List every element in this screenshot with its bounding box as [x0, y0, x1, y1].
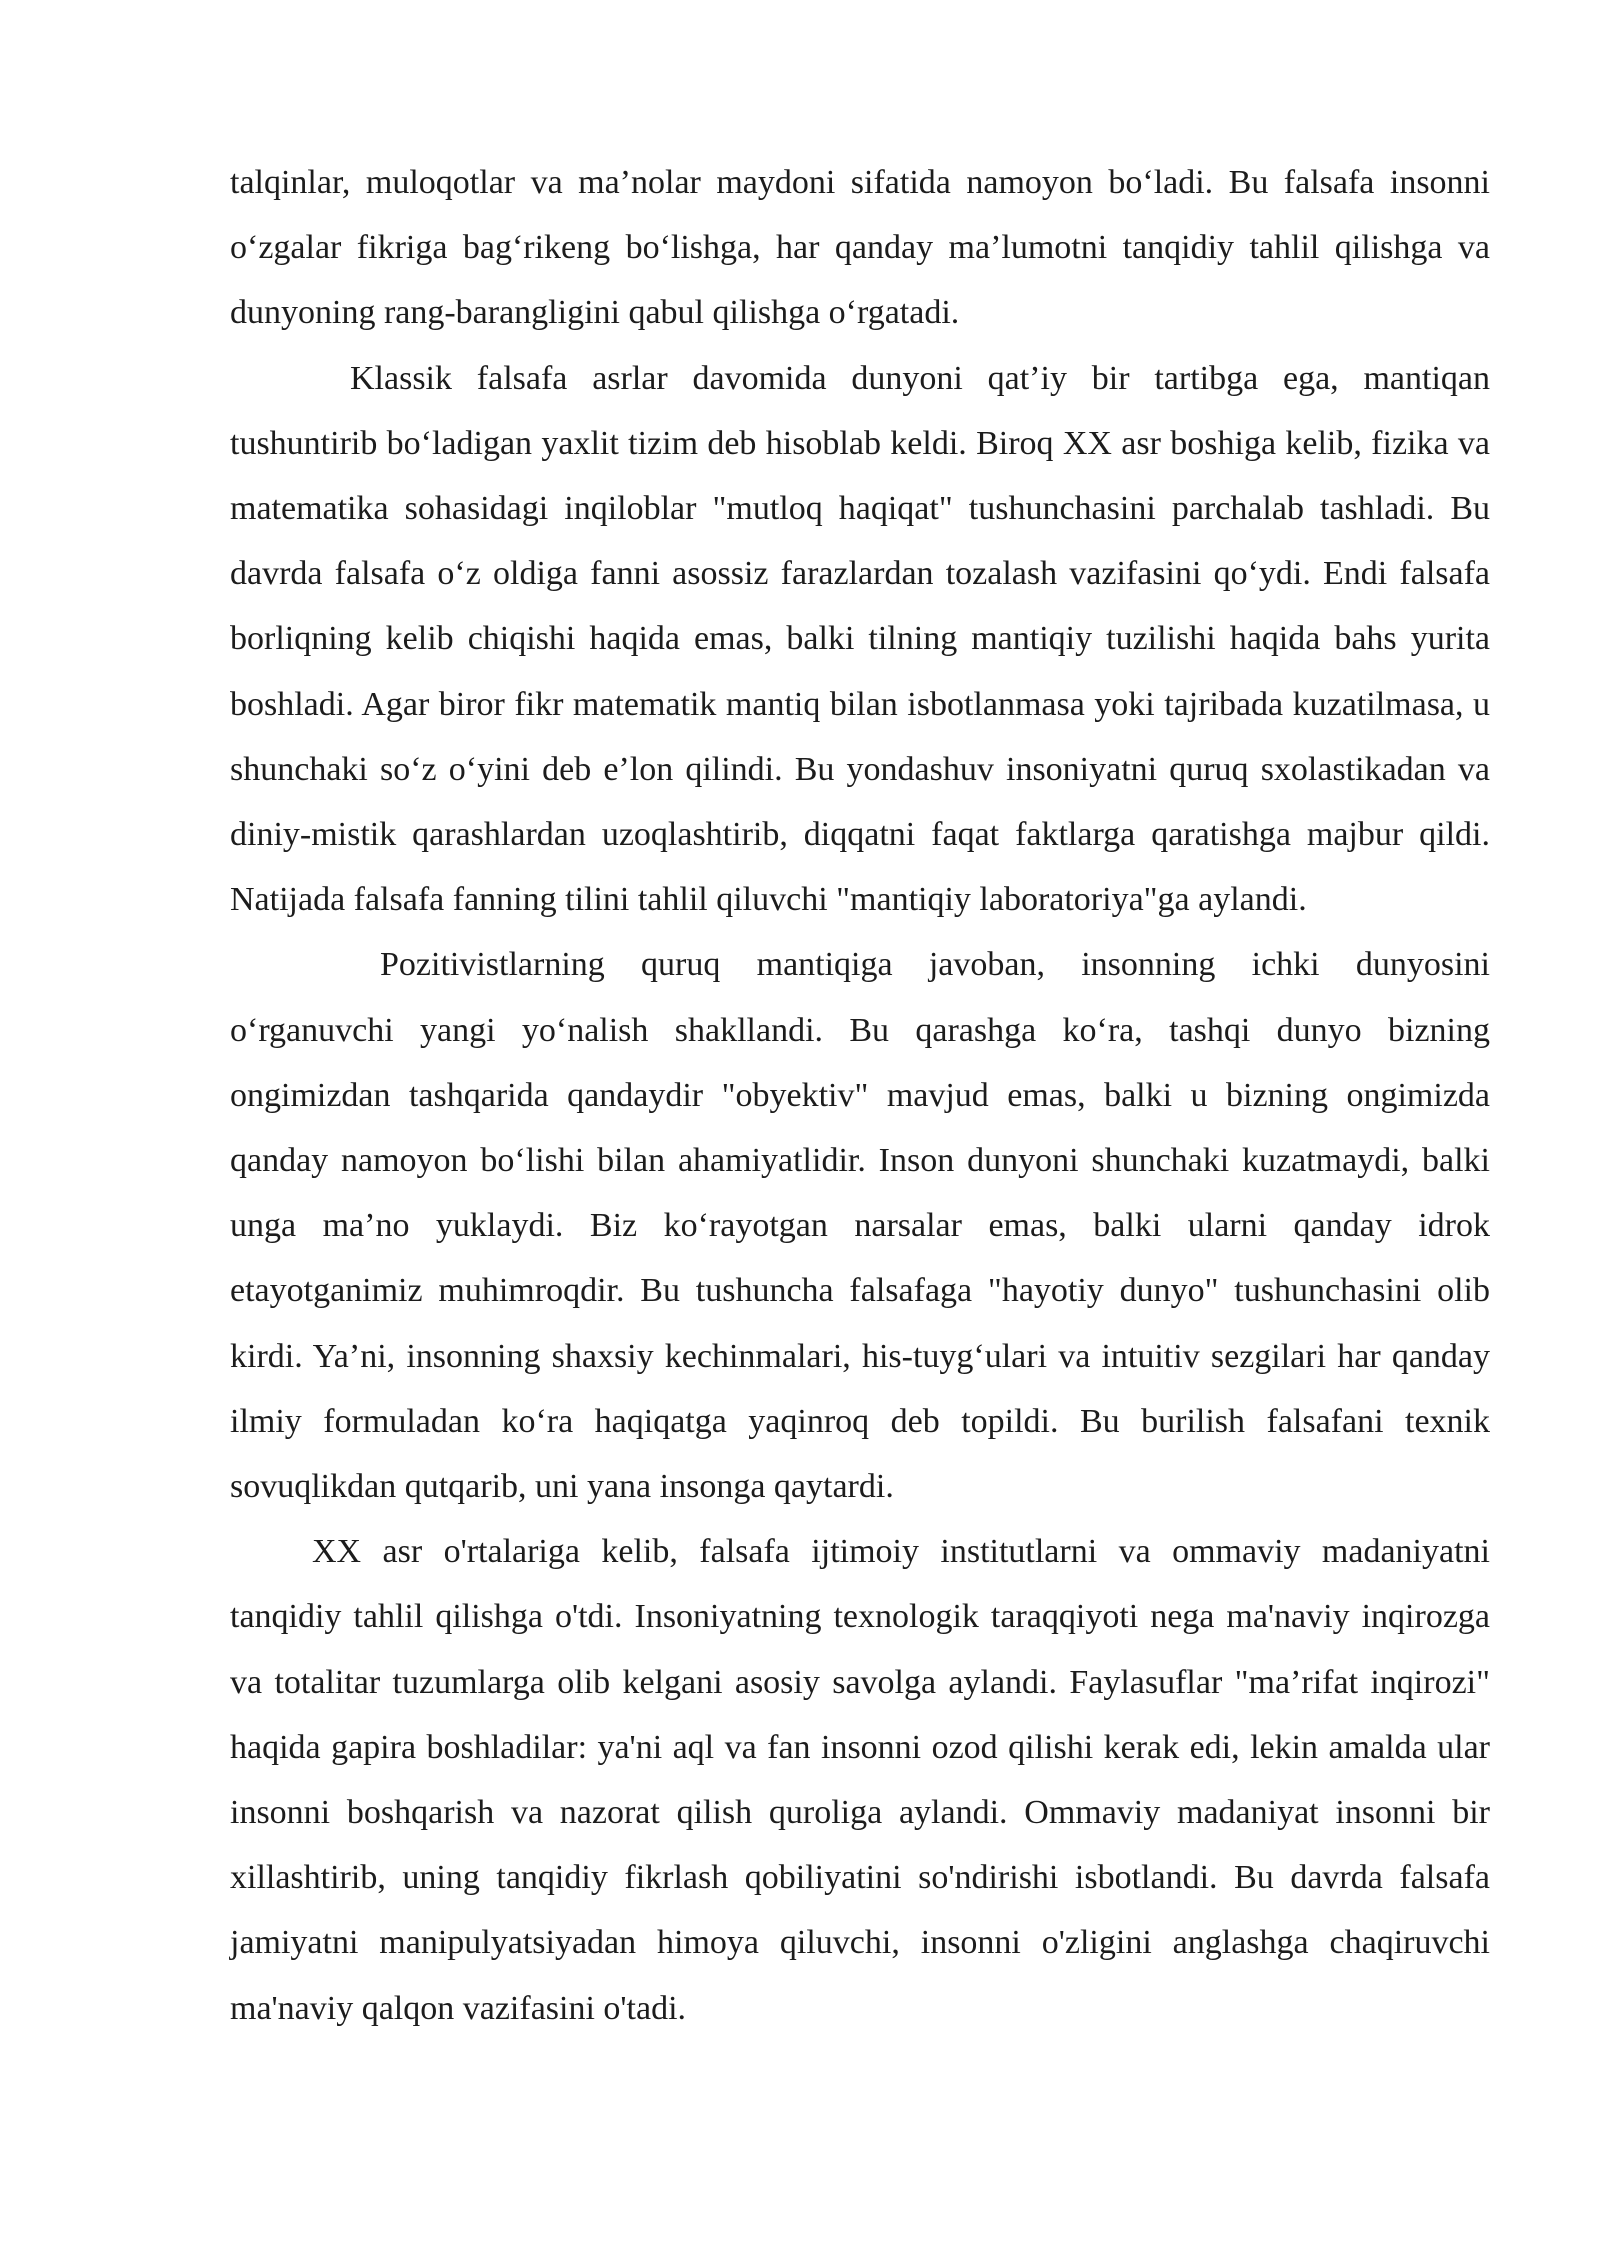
body-text — [230, 150, 1490, 2041]
paragraph-3: Pozitivistlarning quruq mantiqiga javoban, insonning ichki dunyosini o‘rganuvchi yangi yo‘nalish shakllandi. Bu qarashga ko‘ra, tashqi dunyo bizning ongimizdan tashqarida qandaydir "obyektiv" mavjud emas, balki u bizning ongimizda qanday namoyon bo‘lishi bilan ahamiyatlidir. Inson dunyoni shunchaki kuzatmaydi, balki unga ma’no yuklaydi. Biz ko‘rayotgan narsalar emas, balki ularni qanday idrok etayotganimiz muhimroqdir. Bu tushuncha falsafaga "hayotiy dunyo" tushunchasini olib kirdi. Ya’ni, insonning shaxsiy kechinmalari, his-tuyg‘ulari va intuitiv sezgilari har qanday ilmiy formuladan ko‘ra haqiqatga yaqinroq deb topildi. Bu burilish falsafani texnik sovuqlikdan qutqarib, uni yana insonga qaytardi. — [230, 946, 1490, 1506]
paragraph-2: Klassik falsafa asrlar davomida dunyoni qat’iy bir tartibga ega, mantiqan tushuntirib bo‘ladigan yaxlit tizim deb hisoblab keldi. Biroq XX asr boshiga kelib, fizika va matematika sohasidagi inqiloblar "mutloq haqiqat" tushunchasini parchalab tashladi. Bu davrda falsafa o‘z oldiga fanni asossiz farazlardan tozalash vazifasini qo‘ydi. Endi falsafa borliqning kelib chiqishi haqida emas, balki tilning mantiqiy tuzilishi haqida bahs yurita boshladi. Agar biror fikr matematik mantiq bilan isbotlanmasa yoki tajribada kuzatilmasa, u shunchaki so‘z o‘yini deb e’lon qilindi. Bu yondashuv insoniyatni quruq sxolastikadan va diniy-mistik qarashlardan uzoqlashtirib, diqqatni faqat faktlarga qaratishga majbur qildi. Natijada falsafa fanning tilini tahlil qiluvchi "mantiqiy laboratoriya"ga aylandi. — [230, 359, 1490, 919]
paragraph-4: XX asr o'rtalariga kelib, falsafa ijtimoiy institutlarni va ommaviy madaniyatni tanqidiy tahlil qilishga o'tdi. Insoniyatning texnologik taraqqiyoti nega ma'naviy inqirozga va totalitar tuzumlarga olib kelgani asosiy savolga aylandi. Faylasuflar "ma’rifat inqirozi" haqida gapira boshladilar: ya'ni aql va fan insonni ozod qilishi kerak edi, lekin amalda ular insonni boshqarish va nazorat qilish quroliga aylandi. Ommaviy madaniyat insonni bir xillashtirib, uning tanqidiy fikrlash qobiliyatini so'ndirishi isbotlandi. Bu davrda falsafa jamiyatni manipulyatsiyadan himoya qiluvchi, insonni o'zligini anglashga chaqiruvchi ma'naviy qalqon vazifasini o'tadi. — [230, 1533, 1490, 2027]
paragraph-1: talqinlar, muloqotlar va ma’nolar maydoni sifatida namoyon bo‘ladi. Bu falsafa insonni o‘zgalar fikriga bag‘rikeng bo‘lishga, har qanday ma’lumotni tanqidiy tahlil qilishga va dunyoning rang-barangligini qabul qilishga o‘rgatadi. — [230, 164, 1490, 332]
